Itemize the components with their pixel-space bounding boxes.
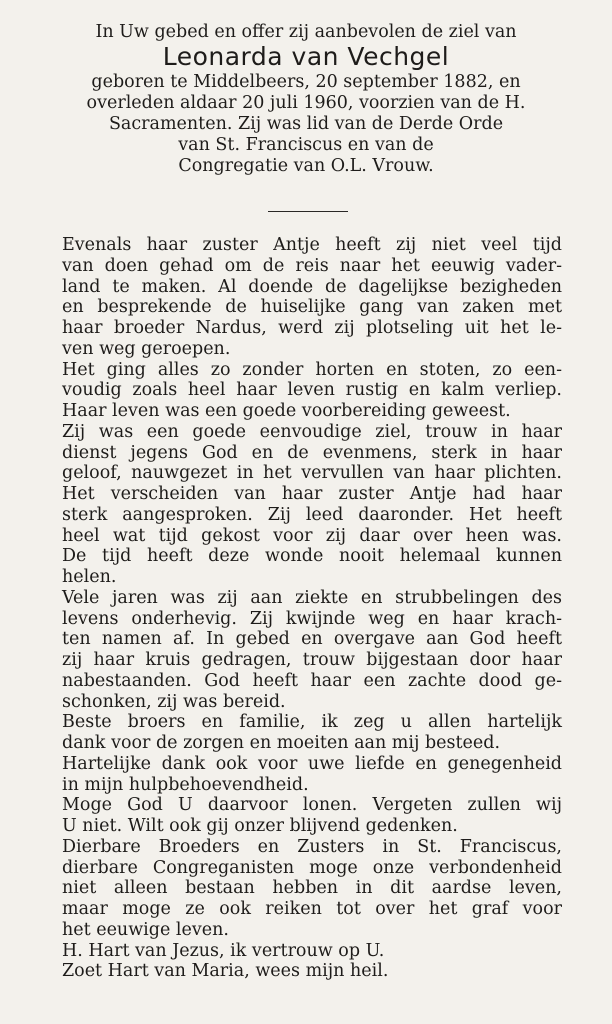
text-line: Zij was een goede eenvoudige ziel, trouw in haar bbox=[62, 421, 562, 442]
text-line: Haar leven was een goede voorbereiding geweest. bbox=[62, 401, 511, 421]
text-line: H. Hart van Jezus, ik vertrouw op U. bbox=[62, 940, 385, 961]
text-line: maar moge ze ook reiken tot over het graf voor bbox=[62, 899, 562, 919]
deceased-name: Leonarda van Vechgel bbox=[162, 42, 450, 71]
text-line: sterk aangesproken. Zij leed daaronder. Het heeft bbox=[62, 504, 562, 525]
text-line: Het ging alles zo zonder horten en stoten, zo een- bbox=[62, 359, 562, 380]
text-line: Evenals haar zuster Antje heeft zij niet veel tijd bbox=[62, 235, 562, 255]
text-line: U niet. Wilt ook gij onzer blijvend gedenken. bbox=[62, 816, 458, 836]
text-line: nabestaanden. God heeft haar een zachte dood ge- bbox=[62, 670, 562, 691]
text-line: land te maken. Al doende de dagelijkse bezigheden bbox=[62, 276, 562, 297]
bio-line: geboren te Middelbeers, 20 september 1882, en bbox=[91, 72, 521, 92]
text-line: Moge God U daarvoor lonen. Vergeten zullen wij bbox=[62, 795, 562, 816]
text-line: dienst jegens God en de evenmens, sterk in haar bbox=[62, 442, 562, 463]
bio-line: van St. Franciscus en van de bbox=[178, 135, 434, 155]
text-line: Dierbare Broeders en Zusters in St. Franciscus, bbox=[62, 836, 562, 857]
card-header bbox=[40, 22, 572, 177]
text-line: dank voor de zorgen en moeiten aan mij besteed. bbox=[62, 733, 501, 753]
text-line: geloof, nauwgezet in het vervullen van haar plichten. bbox=[62, 463, 562, 484]
text-line: Zoet Hart van Maria, wees mijn heil. bbox=[62, 961, 389, 982]
intro-line: In Uw gebed en offer zij aanbevolen de ziel van bbox=[95, 22, 517, 42]
bio-line: Sacramenten. Zij was lid van de Derde Orde bbox=[108, 114, 504, 134]
text-line: levens onderhevig. Zij kwijnde weg en haar krach- bbox=[62, 608, 562, 629]
text-line: heel wat tijd gekost voor zij daar over heen was. bbox=[62, 525, 562, 546]
text-line: ven weg geroepen. bbox=[62, 338, 231, 359]
text-line: voudig zoals heel haar leven rustig en kalm verliep. bbox=[62, 380, 562, 401]
text-line: schonken, zij was bereid. bbox=[62, 691, 286, 712]
bio-line: Congregatie van O.L. Vrouw. bbox=[178, 156, 434, 176]
text-line: dierbare Congreganisten moge onze verbondenheid bbox=[62, 857, 562, 878]
text-line: het eeuwige leven. bbox=[62, 919, 229, 940]
text-line: De tijd heeft deze wonde nooit helemaal kunnen bbox=[62, 546, 562, 567]
text-line: haar broeder Nardus, werd zij plotseling uit het le- bbox=[62, 318, 562, 338]
text-line: van doen gehad om de reis naar het eeuwig vader- bbox=[62, 255, 562, 276]
text-line: Beste broers en familie, ik zeg u allen hartelijk bbox=[62, 712, 562, 733]
text-line: Vele jaren was zij aan ziekte en strubbelingen des bbox=[62, 587, 562, 608]
text-line: helen. bbox=[62, 567, 117, 587]
text-line: en besprekende de huiselijke gang van zaken met bbox=[62, 297, 562, 318]
text-line: Hartelijke dank ook voor uwe liefde en genegenheid bbox=[62, 753, 562, 774]
text-line: ten namen af. In gebed en overgave aan God heeft bbox=[62, 629, 562, 650]
text-line: niet alleen bestaan hebben in dit aardse leven, bbox=[62, 878, 562, 899]
text-line: Het verscheiden van haar zuster Antje had haar bbox=[62, 484, 562, 504]
memorial-text bbox=[62, 235, 562, 982]
bio-line: overleden aldaar 20 juli 1960, voorzien van de H. bbox=[86, 93, 526, 113]
divider-rule bbox=[268, 211, 348, 212]
text-line: zij haar kruis gedragen, trouw bijgestaan door haar bbox=[62, 650, 562, 670]
text-line: in mijn hulpbehoevendheid. bbox=[62, 774, 309, 795]
